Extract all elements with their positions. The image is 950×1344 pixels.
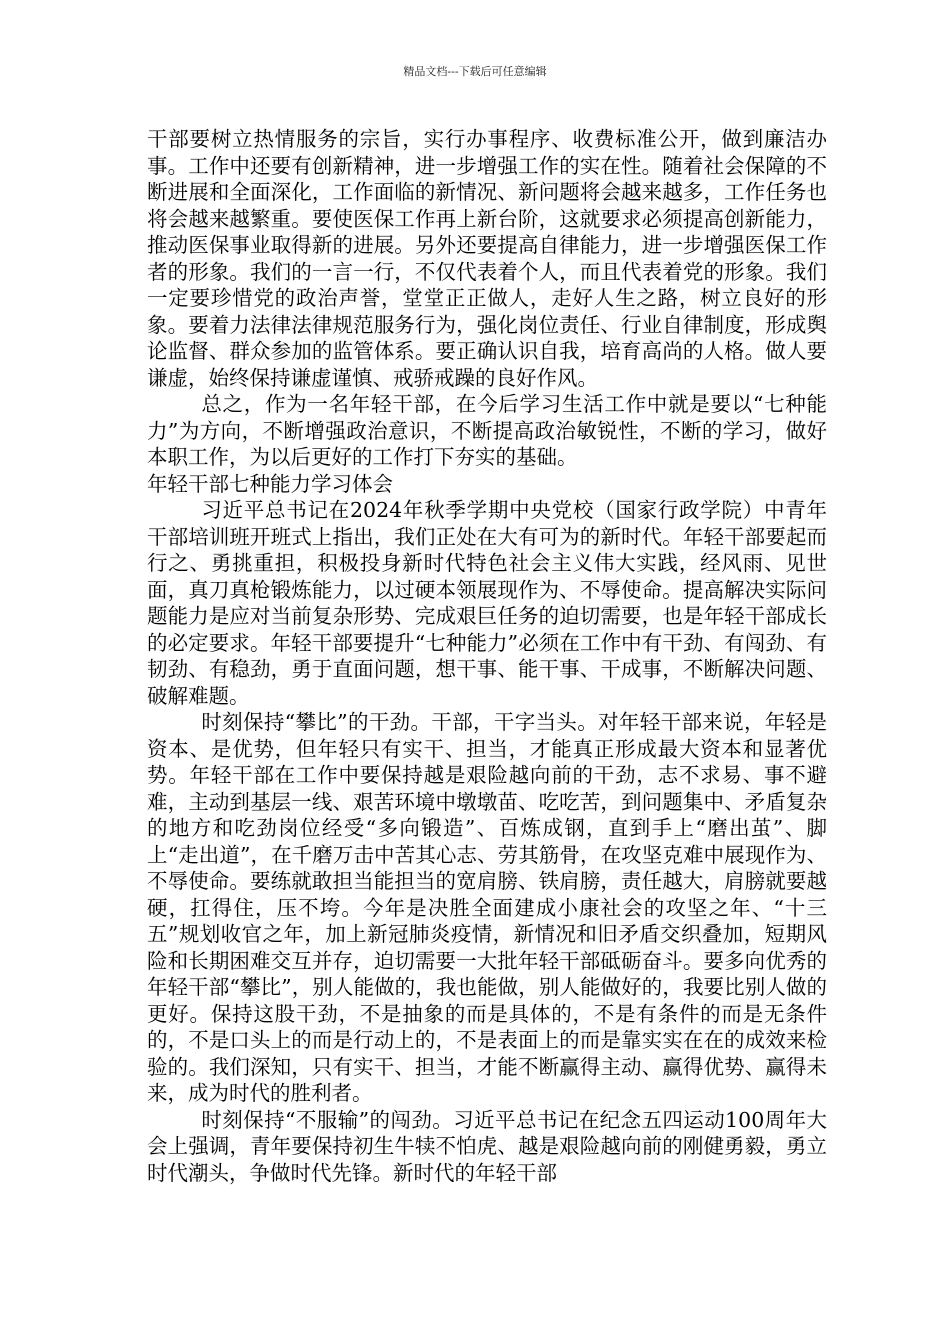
document-body	[147, 126, 827, 1186]
paragraph-1: 干部要树立热情服务的宗旨，实行办事程序、收费标准公开，做到廉洁办事。工作中还要有创新精神，进一步增强工作的实在性。随着社会保障的不断进展和全面深化，工作面临的新情况、新问题将会越来越多，工作任务也将会越来越繁重。要使医保工作再上新台阶，这就要求必须提高创新能力，推动医保事业取得新的进展。另外还要提高自律能力，进一步增强医保工作者的形象。我们的一言一行，不仅代表着个人，而且代表着党的形象。我们一定要珍惜党的政治声誉，堂堂正正做人，走好人生之路，树立良好的形象。要着力法律法律规范服务行为，强化岗位责任、行业自律制度，形成舆论监督、群众参加的监管体系。要正确认识自我，培育高尚的人格。做人要谦虚，始终保持谦虚谨慎、戒骄戒躁的良好作风。	[147, 127, 827, 390]
paragraph-2: 总之，作为一名年轻干部，在今后学习生活工作中就是要以“七种能力”为方向，不断增强政治意识，不断提高政治敏锐性，不断的学习，做好本职工作，为以后更好的工作打下夯实的基础。	[147, 392, 827, 469]
page-header-watermark: 精品文档---下载后可任意编辑	[403, 65, 547, 78]
section-title: 年轻干部七种能力学习体会	[147, 471, 393, 496]
paragraph-5: 时刻保持“不服输”的闯劲。习近平总书记在纪念五四运动100周年大会上强调，青年要保持初生牛犊不怕虎、越是艰险越向前的刚健勇毅，勇立时代潮头，争做时代先锋。新时代的年轻干部	[147, 1107, 827, 1185]
paragraph-3: 习近平总书记在2024年秋季学期中央党校（国家行政学院）中青年干部培训班开班式上指出，我们正处在大有可为的新时代。年轻干部要起而行之、勇挑重担，积极投身新时代特色社会主义伟大实践，经风雨、见世面，真刀真枪锻炼能力，以过硬本领展现作为、不辱使命。提高解决实际问题能力是应对当前复杂形势、完成艰巨任务的迫切需要，也是年轻干部成长的必定要求。年轻干部要提升“七种能力”必须在工作中有干劲、有闯劲、有韧劲、有稳劲，勇于直面问题，想干事、能干事、干成事，不断解决问题、破解难题。	[147, 498, 827, 708]
paragraph-4: 时刻保持“攀比”的干劲。干部，干字当头。对年轻干部来说，年轻是资本、是优势，但年轻只有实干、担当，才能真正形成最大资本和显著优势。年轻干部在工作中要保持越是艰险越向前的干劲，志不求易、事不避难，主动到基层一线、艰苦环境中墩墩苗、吃吃苦，到问题集中、矛盾复杂的地方和吃劲岗位经受“多向锻造”、百炼成钢，直到手上“磨出茧”、脚上“走出道”，在千磨万击中苦其心志、劳其筋骨，在攻坚克难中展现作为、不辱使命。要练就敢担当能担当的宽肩膀、铁肩膀，责任越大，肩膀就要越硬，扛得住，压不垮。今年是决胜全面建成小康社会的攻坚之年、“十三五”规划收官之年，加上新冠肺炎疫情，新情况和旧矛盾交织叠加，短期风险和长期困难交互并存，迫切需要一大批年轻干部砥砺奋斗。要多向优秀的年轻干部“攀比”，别人能做的，我也能做，别人能做好的，我要比别人做的更好。保持这股干劲，不是抽象的而是具体的，不是有条件的而是无条件的，不是口头上的而是行动上的，不是表面上的而是靠实实在在的成效来检验的。我们深知，只有实干、担当，才能不断赢得主动、赢得优势、赢得未来，成为时代的胜利者。	[147, 710, 827, 1105]
